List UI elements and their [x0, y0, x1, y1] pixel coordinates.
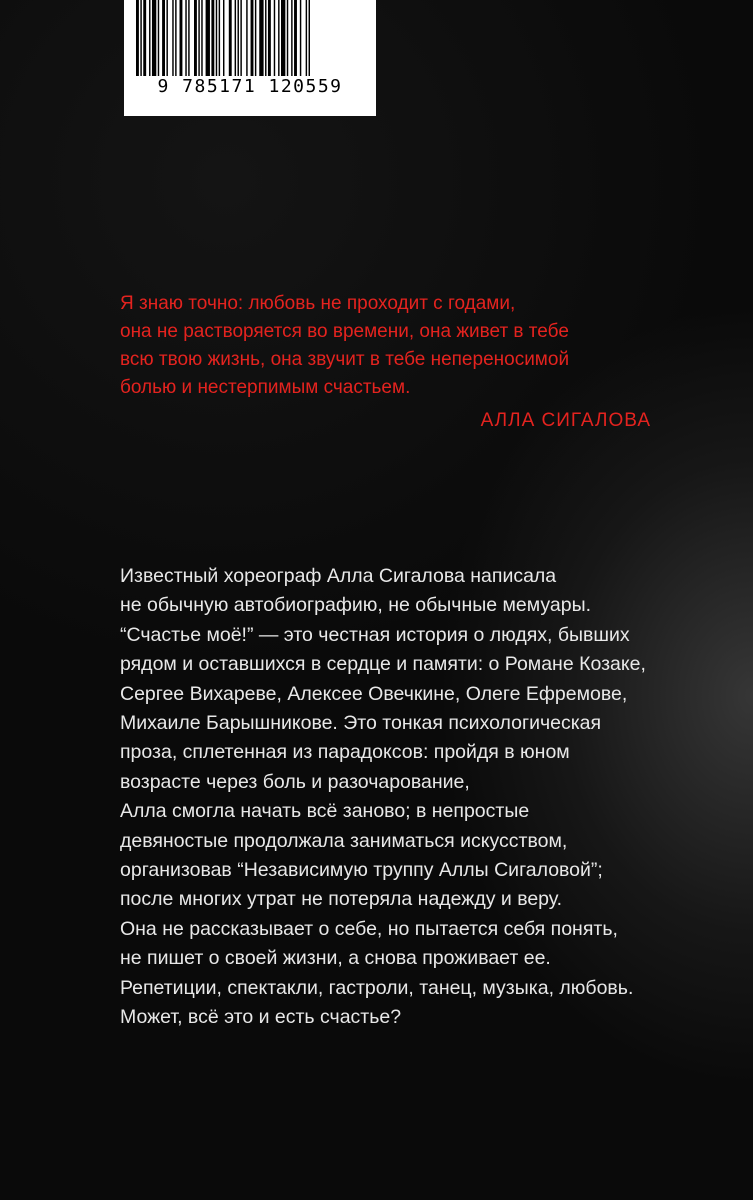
barcode-bar	[246, 0, 247, 76]
quote-line: болью и нестерпимым счастьем.	[120, 377, 411, 398]
barcode-bar	[185, 0, 186, 76]
barcode-bar	[211, 0, 214, 76]
annotation-line: рядом и оставшихся в сердце и памяти: о Романе Козаке,	[120, 653, 646, 676]
annotation-line: девяностые продолжала заниматься искусством,	[120, 829, 568, 852]
barcode-bar	[136, 0, 139, 76]
barcode-bar	[294, 0, 297, 76]
barcode-bar	[300, 0, 301, 76]
barcode-bar	[143, 0, 146, 76]
barcode-bar	[198, 0, 199, 76]
barcode-bars	[136, 0, 362, 76]
barcode-bar	[265, 0, 266, 76]
barcode-bar	[175, 0, 176, 76]
barcode-bar	[158, 0, 159, 76]
barcode-bar	[309, 0, 310, 76]
barcode-bar	[238, 0, 239, 76]
barcode-bar	[255, 0, 256, 76]
barcode-bar	[219, 0, 220, 76]
barcode-bar	[223, 0, 224, 76]
annotation-line: Алла смогла начать всё заново; в непростые	[120, 800, 530, 823]
barcode-bar	[268, 0, 271, 76]
barcode-bar	[194, 0, 197, 76]
barcode-bar	[274, 0, 275, 76]
barcode-bar	[216, 0, 217, 76]
barcode-bar	[140, 0, 141, 76]
book-annotation	[120, 562, 720, 1033]
annotation-line: Сергее Вихареве, Алексее Овечкине, Олеге Ефремове,	[120, 682, 628, 705]
barcode-bar	[235, 0, 236, 76]
barcode-bar	[201, 0, 202, 76]
annotation-line: не пишет о своей жизни, а снова проживает ее.	[120, 947, 551, 970]
annotation-line: Она не рассказывает о себе, но пытается себя понять,	[120, 917, 618, 940]
annotation-line: Известный хореограф Алла Сигалова написала	[120, 565, 557, 587]
barcode-bar	[166, 0, 167, 76]
barcode-bar	[281, 0, 285, 76]
barcode-bar	[188, 0, 189, 76]
barcode-bar	[306, 0, 307, 76]
barcode-bar	[206, 0, 210, 76]
annotation-line: после многих утрат не потеряла надежду и веру.	[120, 888, 563, 911]
quote-line: Я знаю точно: любовь не проходит с годами,	[120, 293, 516, 314]
isbn-barcode	[124, 0, 376, 116]
annotation-line: возрасте через боль и разочарование,	[120, 770, 470, 793]
epigraph-quote	[120, 290, 660, 402]
barcode-bar	[287, 0, 288, 76]
barcode-bar	[149, 0, 150, 76]
barcode-bar	[152, 0, 156, 76]
annotation-line: организовав “Независимую труппу Аллы Сигаловой”;	[120, 859, 603, 882]
barcode-digits: 9 785171 120559	[157, 76, 343, 97]
annotation-line: Михаиле Барышникове. Это тонкая психологическая	[120, 712, 602, 735]
annotation-line: не обычную автобиографию, не обычные мемуары.	[120, 594, 592, 617]
barcode-bar	[180, 0, 183, 76]
annotation-line: проза, сплетенная из парадоксов: пройдя в юном	[120, 741, 570, 764]
quote-line: она не растворяется во времени, она живет в тебе	[120, 321, 569, 342]
barcode-bar	[172, 0, 173, 76]
barcode-bar	[240, 0, 241, 76]
barcode-bar	[162, 0, 165, 76]
quote-author: АЛЛА СИГАЛОВА	[480, 410, 651, 431]
annotation-line: Репетиции, спектакли, гастроли, танец, музыка, любовь.	[120, 976, 634, 999]
barcode-bar	[278, 0, 279, 76]
barcode-bar	[291, 0, 292, 76]
annotation-line: Может, всё это и есть счастье?	[120, 1006, 402, 1029]
barcode-bar	[259, 0, 263, 76]
barcode-bar	[229, 0, 232, 76]
barcode-bar	[251, 0, 254, 76]
quote-line: всю твою жизнь, она звучит в тебе непереносимой	[120, 349, 570, 370]
annotation-line: “Счастье моё!” — это честная история о людях, бывших	[120, 623, 630, 646]
